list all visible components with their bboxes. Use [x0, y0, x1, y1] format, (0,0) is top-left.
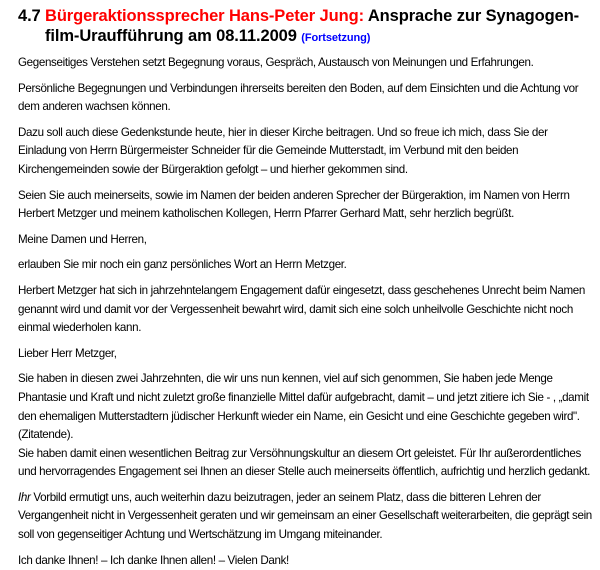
paragraph-text: Vorbild ermutigt uns, auch weiterhin dazu beizutragen, jeder an seinem Platz, dass die bitteren Lehren der Vergangenheit nicht in Vergessenheit geraten und wir gemeinsam an einer Gesellschaft weiterarbeiten, die geprägt sein soll von gegenseitiger Achtung und Wertschätzung im Umgang miteinander. — [18, 490, 592, 542]
closing-line: Ich danke Ihnen! – Ich danke Ihnen allen! – Vielen Dank! — [18, 553, 289, 567]
paragraph: Seien Sie auch meinerseits, sowie im Namen der beiden anderen Sprecher der Bürgeraktion, im Namen von Herrn Herbert Metzger und meinem katholischen Kollegen, Herrn Pfarrer Gerhard Matt, sehr herzlich begrüßt. — [18, 188, 570, 221]
paragraph: Herbert Metzger hat sich in jahrzehntelangem Engagement dafür eingesetzt, dass geschehenes Unrecht beim Namen genannt wird und damit vor der Vergessenheit bewahrt wird, damit sich eine solch unheilvolle Geschichte nicht noch einmal wiederholen kann. — [18, 283, 585, 335]
speaker-name: Bürgeraktionssprecher Hans-Peter Jung: — [45, 7, 364, 25]
section-heading — [18, 6, 590, 48]
paragraph: Meine Damen und Herren, — [18, 232, 147, 246]
paragraph-vorbild — [18, 489, 593, 545]
speech-title: Ansprache zur Synagogen-film-Uraufführung am 08.11.2009 — [45, 7, 580, 45]
paragraph: erlauben Sie mir noch ein ganz persönliches Wort an Herrn Metzger. — [18, 258, 347, 272]
continuation-link[interactable]: (Fortsetzung) — [301, 32, 371, 44]
paragraph: Gegenseitiges Verstehen setzt Begegnung voraus, Gespräch, Austausch von Meinungen und Erfahrungen. — [18, 56, 534, 69]
italic-word: Ihr — [18, 490, 31, 504]
paragraph: Sie haben in diesen zwei Jahrzehnten, die wir uns nun kennen, viel auf sich genommen, Sie haben jede Menge Phantasie und Kraft und nicht zuletzt große finanzielle Mittel dafür aufgebracht, damit – und jetzt zitiere ich Sie - , „damit den ehemaligen Mutterstadtern jüdischer Herkunft wieder ein Name, ein Gesicht und eine Geschichte gegeben wird". (Zitatende). — [18, 372, 589, 442]
paragraph: Sie haben damit einen wesentlichen Beitrag zur Versöhnungskultur an diesem Ort geleistet. Für Ihr außerordentliches und hervorragendes Engagement sei Ihnen an dieser Stelle auch meinerseits öffentlich, aufrichtig und herzlich gedankt. — [18, 446, 591, 479]
section-number: 4.7 — [18, 7, 41, 25]
paragraph: Lieber Herr Metzger, — [18, 346, 117, 360]
paragraph: Dazu soll auch diese Gedenkstunde heute, hier in dieser Kirche beitragen. Und so freue ich mich, dass Sie der Einladung von Herrn Bürgermeister Schneider für die Gemeinde Mutterstadt, im Verbund mit den beiden Kirchengemeinden sowie der Bürgeraktion gefolgt – und hierher gekommen sind. — [18, 125, 548, 176]
paragraph: Persönliche Begegnungen und Verbindungen ihrerseits bereiten den Boden, auf dem Einsichten und die Achtung vor dem anderen wachsen können. — [18, 81, 579, 114]
